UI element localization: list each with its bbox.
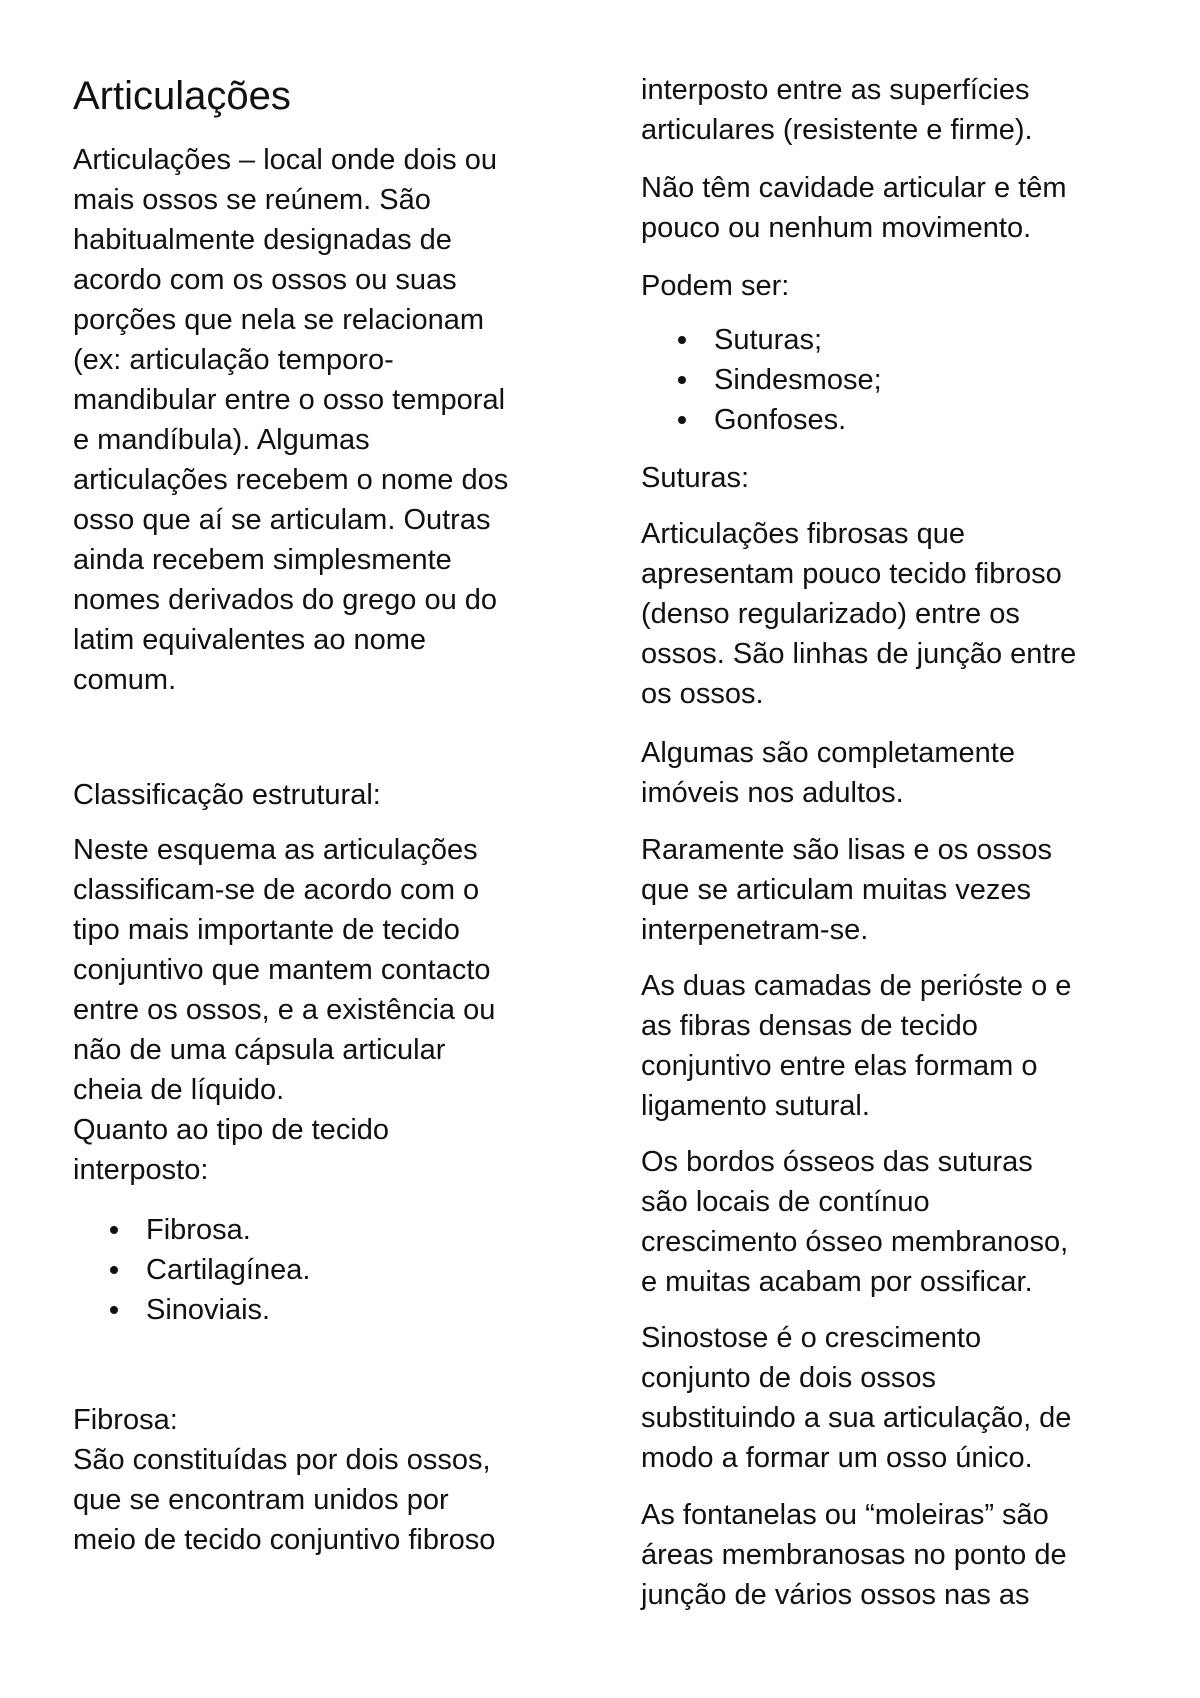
text-line: habitualmente designadas de: [73, 224, 452, 256]
text-line: interposto:: [73, 1154, 209, 1186]
text-line: Algumas são completamente: [641, 737, 1015, 769]
text-line: nomes derivados do grego ou do: [73, 584, 498, 616]
text-line: Não têm cavidade articular e têm: [641, 172, 1067, 204]
text-line: As duas camadas de perióste o e: [641, 970, 1072, 1002]
continuation-paragraph: [641, 70, 1033, 150]
list-item: Sinoviais.: [146, 1290, 310, 1330]
intro-paragraph: [73, 140, 508, 700]
text-line: tipo mais importante de tecido: [73, 914, 460, 946]
text-line: As fontanelas ou “moleiras” são: [641, 1499, 1049, 1531]
text-line: não de uma cápsula articular: [73, 1034, 446, 1066]
text-line: articulares (resistente e firme).: [641, 114, 1033, 146]
text-line: que se articulam muitas vezes: [641, 874, 1032, 906]
text-line: interposto entre as superfícies: [641, 74, 1030, 106]
text-line: crescimento ósseo membranoso,: [641, 1226, 1069, 1258]
text-line: São constituídas por dois ossos,: [73, 1444, 491, 1476]
text-line: porções que nela se relacionam: [73, 304, 485, 336]
text-line: cheia de líquido.: [73, 1074, 285, 1106]
list-item: Sindesmose;: [714, 360, 882, 400]
text-line: modo a formar um osso único.: [641, 1442, 1033, 1474]
text-line: Sinostose é o crescimento: [641, 1322, 982, 1354]
text-line: imóveis nos adultos.: [641, 777, 904, 809]
text-line: conjuntivo que mantem contacto: [73, 954, 491, 986]
text-line: comum.: [73, 664, 177, 696]
text-line: ligamento sutural.: [641, 1090, 870, 1122]
text-line: os ossos.: [641, 678, 764, 710]
fontanelles-paragraph: [641, 1495, 1067, 1615]
list-item: Cartilagínea.: [146, 1250, 310, 1290]
layers-paragraph: [641, 966, 1071, 1126]
rarely-paragraph: [641, 830, 1052, 950]
text-line: interpenetram-se.: [641, 914, 869, 946]
no-cavity-paragraph: [641, 168, 1067, 248]
text-line: que se encontram unidos por: [73, 1484, 449, 1516]
page-title: Articulações: [73, 74, 291, 118]
text-line: e muitas acabam por ossificar.: [641, 1266, 1033, 1298]
suturas-paragraph: [641, 514, 1076, 714]
text-line: áreas membranosas no ponto de: [641, 1539, 1067, 1571]
text-line: Os bordos ósseos das suturas: [641, 1146, 1033, 1178]
fibrosa-heading: Fibrosa:: [73, 1404, 178, 1436]
text-line: (ex: articulação temporo-: [73, 344, 394, 376]
list-item: Fibrosa.: [146, 1210, 310, 1250]
tissue-type-list: [146, 1210, 310, 1330]
text-line: articulações recebem o nome dos: [73, 464, 509, 496]
fibrous-kinds-list: [714, 320, 882, 440]
synostosis-paragraph: [641, 1318, 1071, 1478]
text-line: ainda recebem simplesmente: [73, 544, 452, 576]
text-line: mandibular entre o osso temporal: [73, 384, 506, 416]
text-line: substituindo a sua articulação, de: [641, 1402, 1072, 1434]
text-line: Neste esquema as articulações: [73, 834, 478, 866]
text-line: Articulações fibrosas que: [641, 518, 965, 550]
text-line: Quanto ao tipo de tecido: [73, 1114, 390, 1146]
text-line: (denso regularizado) entre os: [641, 598, 1020, 630]
text-line: Raramente são lisas e os ossos: [641, 834, 1053, 866]
list-item: Gonfoses.: [714, 400, 882, 440]
text-line: latim equivalentes ao nome: [73, 624, 427, 656]
text-line: as fibras densas de tecido: [641, 1010, 978, 1042]
text-line: meio de tecido conjuntivo fibroso: [73, 1524, 496, 1556]
text-line: mais ossos se reúnem. São: [73, 184, 431, 216]
text-line: e mandíbula). Algumas: [73, 424, 370, 456]
text-line: junção de vários ossos nas as: [641, 1579, 1030, 1611]
text-line: osso que aí se articulam. Outras: [73, 504, 491, 536]
text-line: acordo com os ossos ou suas: [73, 264, 457, 296]
fibrosa-section: [73, 1400, 495, 1560]
text-line: classificam-se de acordo com o: [73, 874, 480, 906]
suturas-heading: Suturas:: [641, 462, 749, 494]
classification-paragraph: [73, 830, 495, 1190]
text-line: ossos. São linhas de junção entre: [641, 638, 1077, 670]
can-be-label: Podem ser:: [641, 270, 790, 302]
text-line: são locais de contínuo: [641, 1186, 930, 1218]
text-line: conjuntivo entre elas formam o: [641, 1050, 1038, 1082]
text-line: Articulações – local onde dois ou: [73, 144, 497, 176]
text-line: conjunto de dois ossos: [641, 1362, 937, 1394]
text-line: entre os ossos, e a existência ou: [73, 994, 496, 1026]
classification-heading: Classificação estrutural:: [73, 779, 381, 811]
immobile-paragraph: [641, 733, 1015, 813]
text-line: apresentam pouco tecido fibroso: [641, 558, 1062, 590]
text-line: pouco ou nenhum movimento.: [641, 212, 1032, 244]
list-item: Suturas;: [714, 320, 882, 360]
edges-paragraph: [641, 1142, 1068, 1302]
